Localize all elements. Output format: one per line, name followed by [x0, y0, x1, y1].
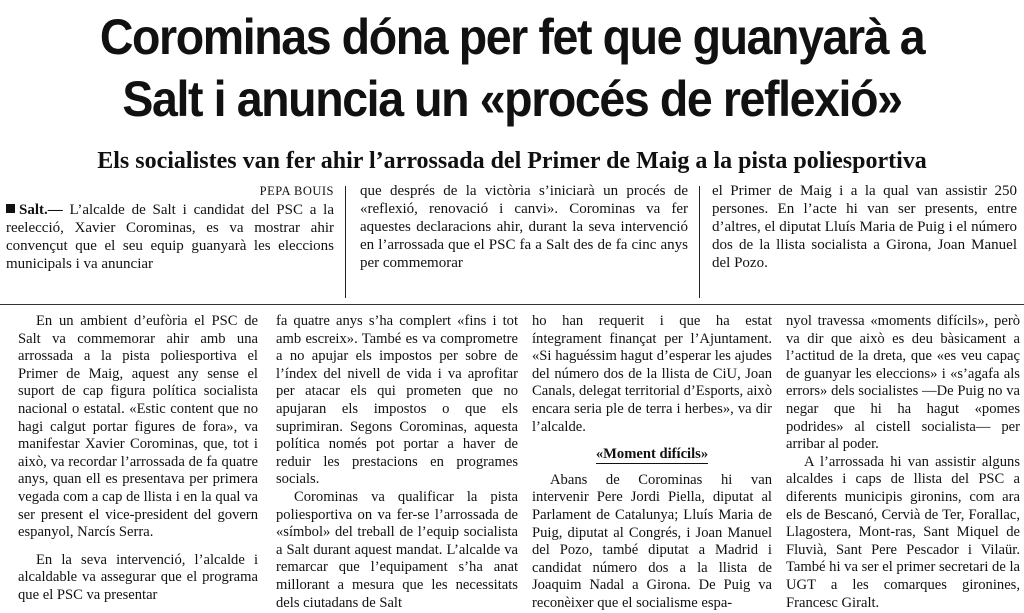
section-divider [0, 304, 1024, 305]
section-heading: «Moment difícils» [595, 446, 709, 463]
lead-text-2: que després de la victòria s’iniciarà un procés de «reflexió, renovació i canvi». Corominas va fer aquestes declaracions ahir, durant la seva intervenció en l’arrossada que el PSC fa a Salt des de fa cinc anys per commemorar [360, 183, 688, 271]
headline [36, 6, 988, 130]
paragraph: fa quatre anys s’ha complert «fins i tot amb escreix». També es va comprometre a no apujar els impostos per sobre de l’índex del nivell de vida i va aprofitar per atacar els qui prometen que no apujaran els impostos o que els suprimiran. Segons Corominas, aquesta política només pot portar a haver de reduir les prestacions en programes socials. [276, 313, 518, 488]
lead-text-1: L’alcalde de Salt i candidat del PSC a la reelecció, Xavier Corominas, es va mostrar ahir convençut que el seu equip guanyarà les eleccions municipals i va anunciar [6, 202, 334, 272]
paragraph: En la seva intervenció, l’alcalde i alcaldable va assegurar que el programa que el PSC va presentar [18, 551, 258, 603]
paragraph: A l’arrossada hi van assistir alguns alcaldes i caps de llista del PSC a diferents municipis gironins, com ara els de Bescanó, Cervià de Ter, Forallac, Llagostera, Mont-ras, Sant Miquel de Fluvià, Sant Pere Pescador i Vilaür. També hi va ser el primer secretari de la UGT a les comarques gironines, Francesc Giralt. [786, 453, 1020, 611]
paragraph: ho han requerit i que ha estat íntegrament finançat per l’Ajuntament. «Si haguéssim hagut d’esperar les ajudes del número dos de la llista de CiU, Joan Canals, delegat territorial d’Esports, això encara seria ple de terra i herbes», va dir l’alcalde. [532, 313, 772, 435]
paragraph: Corominas va qualificar la pista poliesportiva on va fer-se l’arrossada de «símbol» del treball de l’equip socialista a Salt durant aquest mandat. L’alcalde va remarcar que l’equipament s’ha anat millorant a mesura que les necessitats dels ciutadans de Salt [276, 488, 518, 611]
headline-line-1: Corominas dóna per fet que guanyarà a [99, 9, 925, 65]
lead-column-3 [712, 182, 1017, 272]
bullet-square-icon [6, 204, 15, 213]
lead-column-1 [6, 182, 334, 273]
column-divider [345, 186, 346, 298]
body-column-4 [786, 313, 1020, 612]
location-tag: Salt.— [19, 202, 63, 218]
lead-paragraph-1 [6, 201, 334, 273]
lead-column-2 [360, 182, 688, 272]
byline: PEPA BOUIS [259, 184, 334, 198]
headline-line-2: Salt i anuncia un «procés de reflexió» [122, 71, 902, 127]
body-column-2 [276, 313, 518, 612]
paragraph: En un ambient d’eufòria el PSC de Salt va commemorar ahir amb una arrossada a la pista poliesportiva el Primer de Maig, aquest any sense el suport de cap figura política socialista nacional o estatal. «Estic content que no hagi calgut portar figures de fora», va manifestar Xavier Corominas, que, tot i això, va recordar l’arrossada de fa quatre anys, quan ell es presentava per primera vegada com a cap de llista i en la qual va ser present el vice-president del govern espanyol, Narcís Serra. [18, 313, 258, 541]
body-column-1 [18, 313, 258, 605]
lead-text-3: el Primer de Maig i a la qual van assistir 250 persones. En l’acte hi van ser presents, entre d’altres, el diputat Lluís Maria de Puig i el número dos de la llista socialista a Girona, Joan Manuel del Pozo. [712, 183, 1017, 271]
column-divider [699, 186, 700, 298]
paragraph: Abans de Corominas hi van intervenir Pere Jordi Piella, diputat al Parlament de Catalunya; Lluís Maria de Puig, diputat al Congrés, i Joan Manuel del Pozo, també diputat a Madrid i candidat número dos a la llista de Joaquim Nadal a Girona. De Puig va reconèixer que el socialisme espa- [532, 471, 772, 611]
subheadline: Els socialistes van fer ahir l’arrossada del Primer de Maig a la pista poliesportiva [97, 148, 927, 174]
body-column-3 [532, 313, 772, 613]
paragraph: nyol travessa «moments difícils», però va dir que això es deu bàsicament a l’actitud de la dreta, que «es veu capaç de guanyar les eleccions» i «s’agafa als errors» dels socialistes —De Puig no va negar que hi ha hagut «pomes podrides» al cistell socialista— per arribar al poder. [786, 313, 1020, 453]
